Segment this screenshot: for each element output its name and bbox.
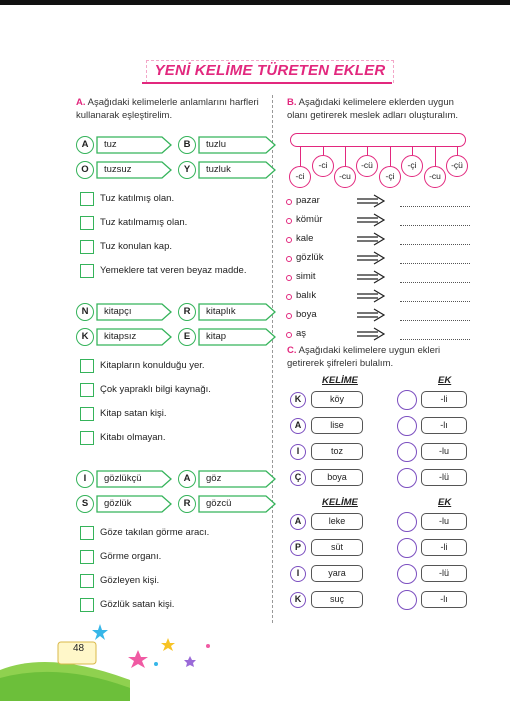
- answer-checkbox[interactable]: [80, 550, 94, 564]
- meaning-text: Göze takılan görme aracı.: [100, 527, 210, 538]
- answer-blank[interactable]: [400, 216, 470, 226]
- tag-word: kitapsız: [104, 331, 137, 342]
- tag-word: kitap: [206, 331, 227, 342]
- section-c-instruction-line2: getirerek şifreleri bulalım.: [287, 358, 394, 369]
- job-word-row: [286, 309, 476, 323]
- suffix-connector: [367, 146, 368, 155]
- bullet-dot: [286, 218, 292, 224]
- suffix-box: -lü: [421, 565, 467, 582]
- answer-circle[interactable]: [397, 390, 417, 410]
- meaning-text: Kitap satan kişi.: [100, 408, 167, 419]
- bullet-dot: [286, 294, 292, 300]
- suffix-bubble: -cü: [356, 155, 378, 177]
- meaning-text: Kitapların konulduğu yer.: [100, 360, 205, 371]
- word-tag[interactable]: [178, 303, 276, 321]
- answer-checkbox[interactable]: [80, 264, 94, 278]
- arrow-icon: [356, 289, 386, 306]
- title-underline: [142, 82, 392, 84]
- word-tag[interactable]: [178, 328, 276, 346]
- arrow-icon: [356, 194, 386, 211]
- suffix-bubble: -çi: [379, 166, 401, 188]
- tag-letter-circle: S: [76, 495, 94, 513]
- tag-arrow-box: [198, 495, 276, 513]
- suffix-bubble: -çi: [401, 155, 423, 177]
- answer-blank[interactable]: [400, 254, 470, 264]
- cipher-letter: I: [290, 566, 306, 582]
- tag-letter-circle: Y: [178, 161, 196, 179]
- bullet-dot: [286, 199, 292, 205]
- tag-arrow-box: [198, 136, 276, 154]
- suffix-box: -lu: [421, 443, 467, 460]
- section-c-heading: [287, 344, 477, 370]
- suffix-connector: [345, 146, 346, 166]
- tag-word: tuzsuz: [104, 164, 132, 175]
- suffix-box: -lı: [421, 417, 467, 434]
- answer-checkbox[interactable]: [80, 216, 94, 230]
- answer-blank[interactable]: [400, 273, 470, 283]
- answer-blank[interactable]: [400, 235, 470, 245]
- double-arrow-shape: [356, 232, 386, 246]
- double-arrow-shape: [356, 308, 386, 322]
- meaning-text: Görme organı.: [100, 551, 162, 562]
- meaning-text: Kitabı olmayan.: [100, 432, 166, 443]
- cipher-word-box: suç: [311, 591, 363, 608]
- cipher-word-box: toz: [311, 443, 363, 460]
- section-b-letter: B.: [287, 97, 297, 108]
- top-edge-bar: [0, 0, 510, 5]
- word-tag[interactable]: [76, 470, 172, 488]
- page-title: YENİ KELİME TÜRETEN EKLER: [154, 62, 386, 79]
- tag-word: tuzlu: [206, 139, 227, 150]
- section-b-instruction-line2: olanı getirerek meslek adları oluşturalım.: [287, 110, 459, 121]
- tag-letter-circle: R: [178, 495, 196, 513]
- tag-letter-circle: E: [178, 328, 196, 346]
- tag-word: tuzluk: [206, 164, 231, 175]
- answer-circle[interactable]: [397, 538, 417, 558]
- cipher-letter: A: [290, 418, 306, 434]
- tag-word: gözcü: [206, 498, 232, 509]
- cipher-letter: K: [290, 392, 306, 408]
- answer-checkbox[interactable]: [80, 192, 94, 206]
- word-tag[interactable]: [76, 161, 172, 179]
- suffix-box: -lü: [421, 469, 467, 486]
- tag-arrow-box: [96, 328, 172, 346]
- base-word: pazar: [296, 195, 320, 206]
- base-word: gözlük: [296, 252, 324, 263]
- answer-circle[interactable]: [397, 590, 417, 610]
- arrow-icon: [356, 213, 386, 230]
- suffix-connector: [412, 146, 413, 155]
- base-word: balık: [296, 290, 317, 301]
- answer-checkbox[interactable]: [80, 407, 94, 421]
- arrow-icon: [356, 308, 386, 325]
- section-c-instruction-line1: Aşağıdaki kelimelere uygun ekleri: [298, 345, 441, 356]
- cipher-letter: K: [290, 592, 306, 608]
- tag-letter-circle: B: [178, 136, 196, 154]
- section-b-instruction-line1: Aşağıdaki kelimelere eklerden uygun: [298, 97, 454, 108]
- section-a-heading: [76, 96, 266, 122]
- answer-circle[interactable]: [397, 564, 417, 584]
- suffix-connector: [390, 146, 391, 166]
- job-word-row: [286, 328, 476, 342]
- meaning-text: Tuz konulan kap.: [100, 241, 172, 252]
- answer-checkbox[interactable]: [80, 598, 94, 612]
- tag-arrow-box: [96, 136, 172, 154]
- suffix-bubble: -cu: [334, 166, 356, 188]
- tag-arrow-box: [198, 161, 276, 179]
- double-arrow-shape: [356, 289, 386, 303]
- tag-arrow-box: [198, 303, 276, 321]
- answer-blank[interactable]: [400, 292, 470, 302]
- double-arrow-shape: [356, 213, 386, 227]
- suffix-bubble: -cu: [424, 166, 446, 188]
- cipher-word-box: boya: [311, 469, 363, 486]
- suffix-box: -li: [421, 539, 467, 556]
- bullet-dot: [286, 332, 292, 338]
- job-word-row: [286, 233, 476, 247]
- answer-circle[interactable]: [397, 512, 417, 532]
- tag-arrow-box: [198, 470, 276, 488]
- bullet-dot: [286, 313, 292, 319]
- meaning-text: Yemeklere tat veren beyaz madde.: [100, 265, 247, 276]
- meaning-text: Çok yapraklı bilgi kaynağı.: [100, 384, 211, 395]
- tag-word: kitaplık: [206, 306, 236, 317]
- cipher-word-box: köy: [311, 391, 363, 408]
- column-header-suffix: EK: [438, 497, 452, 508]
- tag-word: tuz: [104, 139, 117, 150]
- answer-checkbox[interactable]: [80, 526, 94, 540]
- bullet-dot: [286, 237, 292, 243]
- tag-letter-circle: O: [76, 161, 94, 179]
- cipher-word-box: yara: [311, 565, 363, 582]
- tag-letter-circle: K: [76, 328, 94, 346]
- cipher-letter: I: [290, 444, 306, 460]
- tag-letter-circle: R: [178, 303, 196, 321]
- job-word-row: [286, 252, 476, 266]
- suffix-bubble: -ci: [289, 166, 311, 188]
- tag-arrow-box: [96, 470, 172, 488]
- answer-checkbox[interactable]: [80, 431, 94, 445]
- arrow-icon: [356, 251, 386, 268]
- tag-arrow-box: [96, 495, 172, 513]
- tag-word: göz: [206, 473, 222, 484]
- double-arrow-shape: [356, 251, 386, 265]
- tag-letter-circle: I: [76, 470, 94, 488]
- meaning-text: Gözlük satan kişi.: [100, 599, 175, 610]
- answer-checkbox[interactable]: [80, 574, 94, 588]
- section-a-letter: A.: [76, 97, 86, 108]
- tag-arrow-box: [198, 328, 276, 346]
- base-word: aş: [296, 328, 307, 339]
- tag-arrow-box: [96, 303, 172, 321]
- answer-circle[interactable]: [397, 468, 417, 488]
- meaning-text: Gözleyen kişi.: [100, 575, 160, 586]
- base-word: simit: [296, 271, 316, 282]
- word-tag[interactable]: [178, 161, 276, 179]
- word-tag[interactable]: [76, 328, 172, 346]
- word-tag[interactable]: [76, 136, 172, 154]
- suffix-box: -lı: [421, 591, 467, 608]
- word-tag[interactable]: [178, 495, 276, 513]
- job-word-row: [286, 195, 476, 209]
- tag-word: gözlükçü: [104, 473, 142, 484]
- arrow-icon: [356, 270, 386, 287]
- suffix-connector: [457, 146, 458, 155]
- stars-decoration: [90, 620, 220, 680]
- column-header-suffix: EK: [438, 375, 452, 386]
- suffix-bubble: -çü: [446, 155, 468, 177]
- answer-checkbox[interactable]: [80, 359, 94, 373]
- column-header-word: KELİME: [322, 497, 358, 508]
- tag-word: gözlük: [104, 498, 132, 509]
- double-arrow-shape: [356, 270, 386, 284]
- job-word-row: [286, 271, 476, 285]
- job-word-row: [286, 214, 476, 228]
- suffix-box: -li: [421, 391, 467, 408]
- arrow-icon: [356, 327, 386, 344]
- section-b-heading: [287, 96, 477, 122]
- suffix-connector: [300, 146, 301, 166]
- cipher-word-box: lise: [311, 417, 363, 434]
- answer-checkbox[interactable]: [80, 383, 94, 397]
- answer-blank[interactable]: [400, 311, 470, 321]
- page-number: 48: [73, 643, 85, 654]
- double-arrow-shape: [356, 194, 386, 208]
- word-tag[interactable]: [76, 303, 172, 321]
- base-word: kale: [296, 233, 314, 244]
- suffix-bubble: -ci: [312, 155, 334, 177]
- bullet-dot: [286, 275, 292, 281]
- column-header-word: KELİME: [322, 375, 358, 386]
- word-tag[interactable]: [178, 470, 276, 488]
- cipher-word-box: süt: [311, 539, 363, 556]
- answer-circle[interactable]: [397, 442, 417, 462]
- tag-letter-circle: A: [76, 136, 94, 154]
- answer-blank[interactable]: [400, 197, 470, 207]
- suffix-box: -lu: [421, 513, 467, 530]
- answer-blank[interactable]: [400, 330, 470, 340]
- meaning-text: Tuz katılmamış olan.: [100, 217, 188, 228]
- answer-circle[interactable]: [397, 416, 417, 436]
- cipher-word-box: leke: [311, 513, 363, 530]
- word-tag[interactable]: [76, 495, 172, 513]
- base-word: kömür: [296, 214, 323, 225]
- section-c-letter: C.: [287, 345, 297, 356]
- arrow-icon: [356, 232, 386, 249]
- bullet-dot: [286, 256, 292, 262]
- meaning-text: Tuz katılmış olan.: [100, 193, 175, 204]
- section-a-instruction: Aşağıdaki kelimelerle anlamlarını harfleri kullanarak eşleştirelim.: [76, 97, 259, 121]
- suffix-connector: [435, 146, 436, 166]
- cipher-letter: A: [290, 514, 306, 530]
- cipher-letter: Ç: [290, 470, 306, 486]
- tag-letter-circle: N: [76, 303, 94, 321]
- suffix-connector: [323, 146, 324, 155]
- cipher-letter: P: [290, 540, 306, 556]
- base-word: boya: [296, 309, 317, 320]
- tag-arrow-box: [96, 161, 172, 179]
- suffix-bar: [290, 133, 466, 147]
- word-tag[interactable]: [178, 136, 276, 154]
- tag-word: kitapçı: [104, 306, 132, 317]
- job-word-row: [286, 290, 476, 304]
- answer-checkbox[interactable]: [80, 240, 94, 254]
- double-arrow-shape: [356, 327, 386, 341]
- tag-letter-circle: A: [178, 470, 196, 488]
